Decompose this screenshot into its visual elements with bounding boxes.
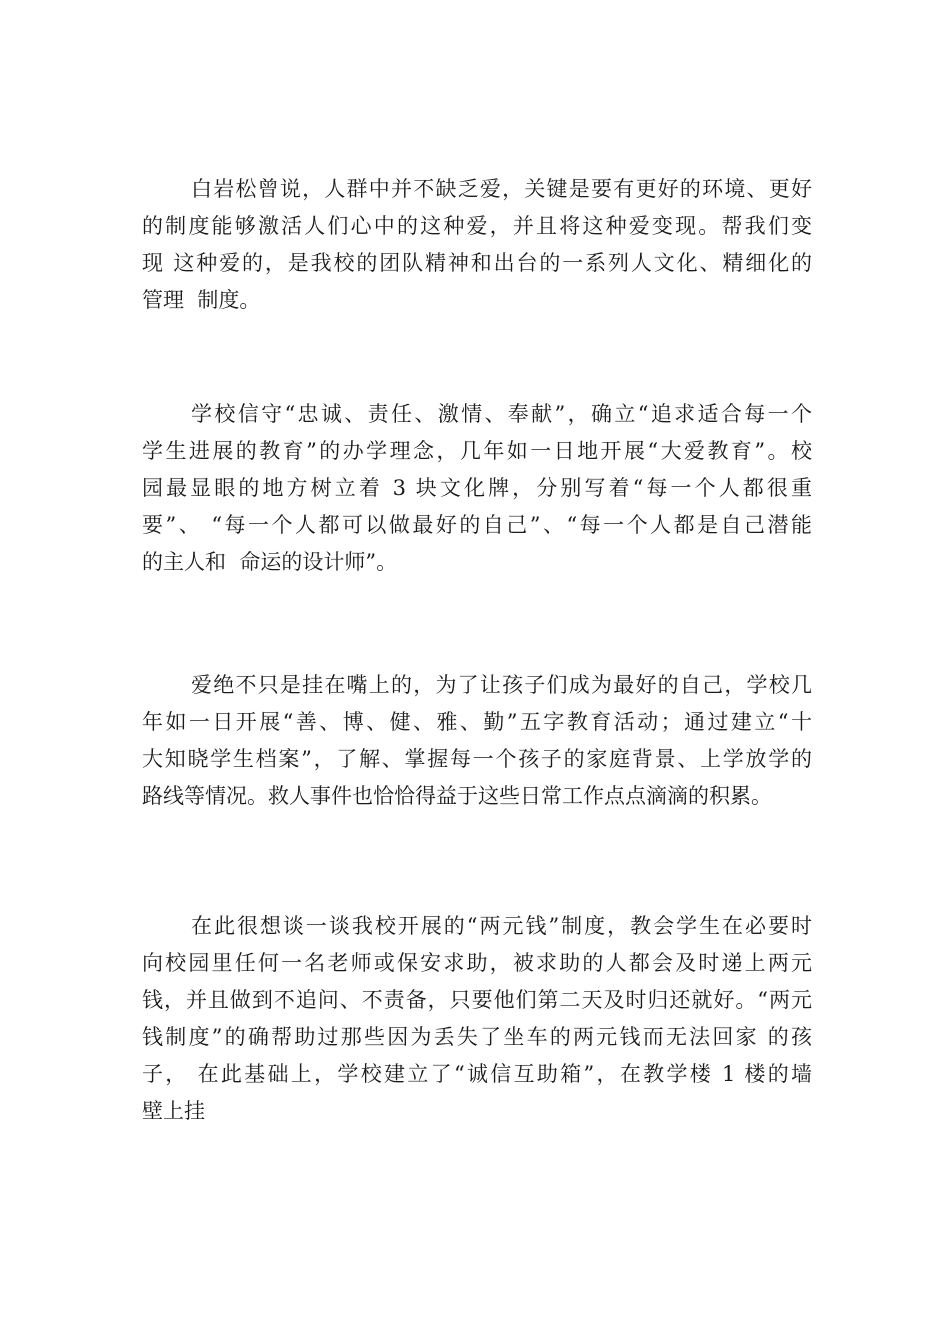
text-line: 在此很想谈一谈我校开展的“两元钱”制度，教会学生在必要时	[191, 914, 812, 938]
text-line: 学校信守“忠诚、责任、激情、奉献”，确立“追求适合每一个	[191, 402, 812, 426]
text-line: 管理 制度。	[142, 288, 261, 312]
text-line: 白岩松曾说，人群中并不缺乏爱，关键是要有更好的环境、更好	[191, 177, 812, 201]
text-line: 年如一日开展“善、博、健、雅、勤”五字教育活动；通过建立“十	[142, 710, 812, 734]
paragraph-1	[142, 171, 812, 319]
text-line: 现 这种爱的，是我校的团队精神和出台的一系列人文化、精细化的	[142, 251, 812, 275]
text-line: 大知晓学生档案”，了解、掌握每一个孩子的家庭背景、上学放学的	[142, 747, 812, 771]
paragraph-2	[142, 396, 812, 581]
paragraph-3	[142, 667, 812, 815]
text-line: 路线等情况。救人事件也恰恰得益于这些日常工作点点滴滴的积累。	[142, 784, 772, 808]
text-line: 要”、 “每一个人都可以做最好的自己”、“每一个人都是自己潜能	[142, 513, 812, 537]
text-line: 钱，并且做到不追问、不责备，只要他们第二天及时归还就好。“两元	[142, 988, 812, 1012]
paragraph-4	[142, 908, 812, 1130]
text-line: 子， 在此基础上，学校建立了“诚信互助箱”，在教学楼 1 楼的墙	[142, 1062, 812, 1086]
text-line: 钱制度”的确帮助过那些因为丢失了坐车的两元钱而无法回家 的孩	[142, 1025, 812, 1049]
text-line: 园最显眼的地方树立着 3 块文化牌，分别写着“每一个人都很重	[142, 476, 812, 500]
text-line: 的主人和 命运的设计师”。	[142, 550, 398, 574]
text-line: 爱绝不只是挂在嘴上的，为了让孩子们成为最好的自己，学校几	[191, 673, 812, 697]
text-line: 的制度能够激活人们心中的这种爱，并且将这种爱变现。帮我们变	[142, 214, 812, 238]
text-line: 学生进展的教育”的办学理念，几年如一日地开展“大爱教育”。校	[142, 439, 812, 463]
text-line: 向校园里任何一名老师或保安求助，被求助的人都会及时递上两元	[142, 951, 812, 975]
text-line: 壁上挂	[142, 1099, 205, 1123]
